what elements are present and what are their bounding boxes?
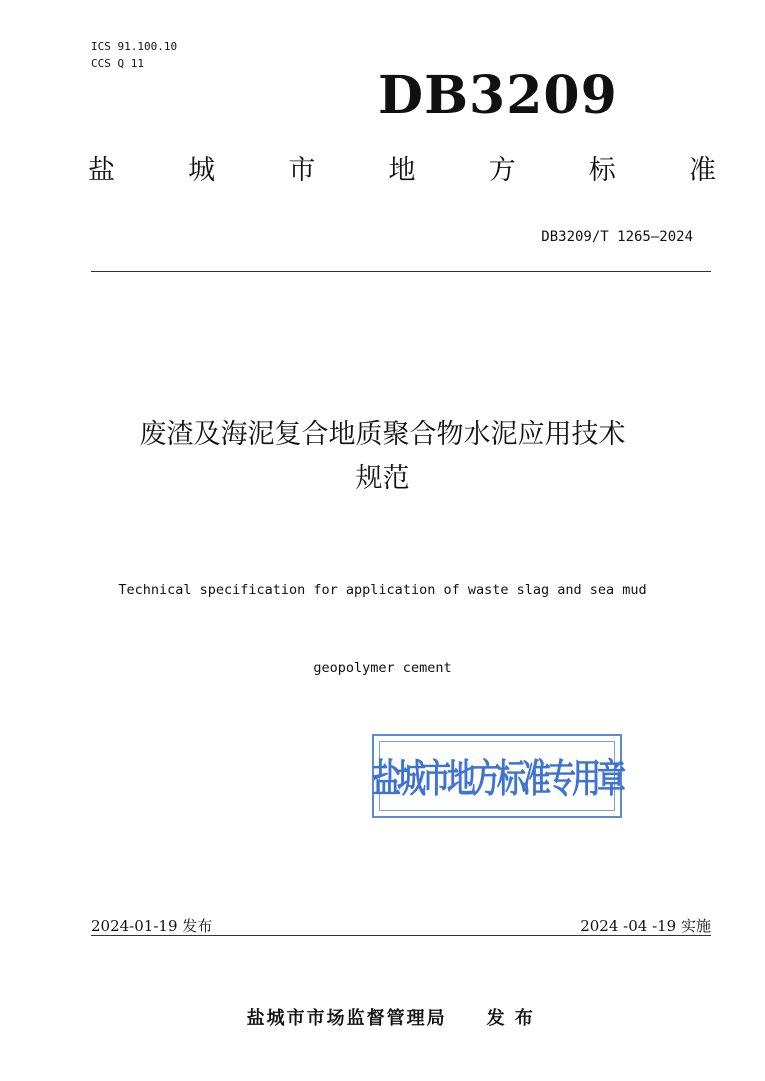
stamp-text: 盐城市地方标准专用章 — [372, 755, 623, 801]
standard-type-char: 地 — [388, 155, 416, 186]
standard-type-char: 市 — [288, 155, 316, 186]
publisher-line — [0, 983, 765, 1030]
document-id: DB3209/T 1265—2024 — [541, 229, 693, 245]
publisher-name: 盐城市市场监督管理局 — [246, 1008, 447, 1029]
standard-type-char: 准 — [688, 155, 716, 186]
ics-code: ICS 91.100.10 — [91, 40, 178, 53]
ccs-code: CCS Q 11 — [91, 57, 144, 70]
english-title-line: geopolymer cement — [313, 660, 452, 676]
standard-number: DB3209 — [378, 65, 618, 126]
standard-type-char: 方 — [488, 155, 516, 186]
official-stamp — [372, 734, 622, 818]
stamp-inner-border — [372, 741, 623, 811]
classification-codes — [91, 38, 177, 72]
chinese-title-line: 废渣及海泥复合地质聚合物水泥应用技术 — [139, 419, 626, 450]
standard-type — [88, 148, 716, 188]
english-title — [60, 525, 705, 707]
standard-type-char: 城 — [188, 155, 216, 186]
standard-type-char: 标 — [588, 155, 616, 186]
standard-type-char: 盐 — [88, 155, 115, 186]
implementation-date: 2024 -04 -19 实施 — [580, 917, 711, 935]
footer-divider — [91, 935, 711, 936]
header-divider — [91, 271, 711, 272]
issue-date: 2024-01-19 发布 — [91, 917, 213, 935]
publish-label: 发 布 — [486, 1008, 535, 1029]
english-title-line: Technical specification for application of waste slag and sea mud — [118, 582, 647, 598]
chinese-title-line: 规范 — [355, 463, 410, 494]
chinese-title — [60, 413, 705, 501]
